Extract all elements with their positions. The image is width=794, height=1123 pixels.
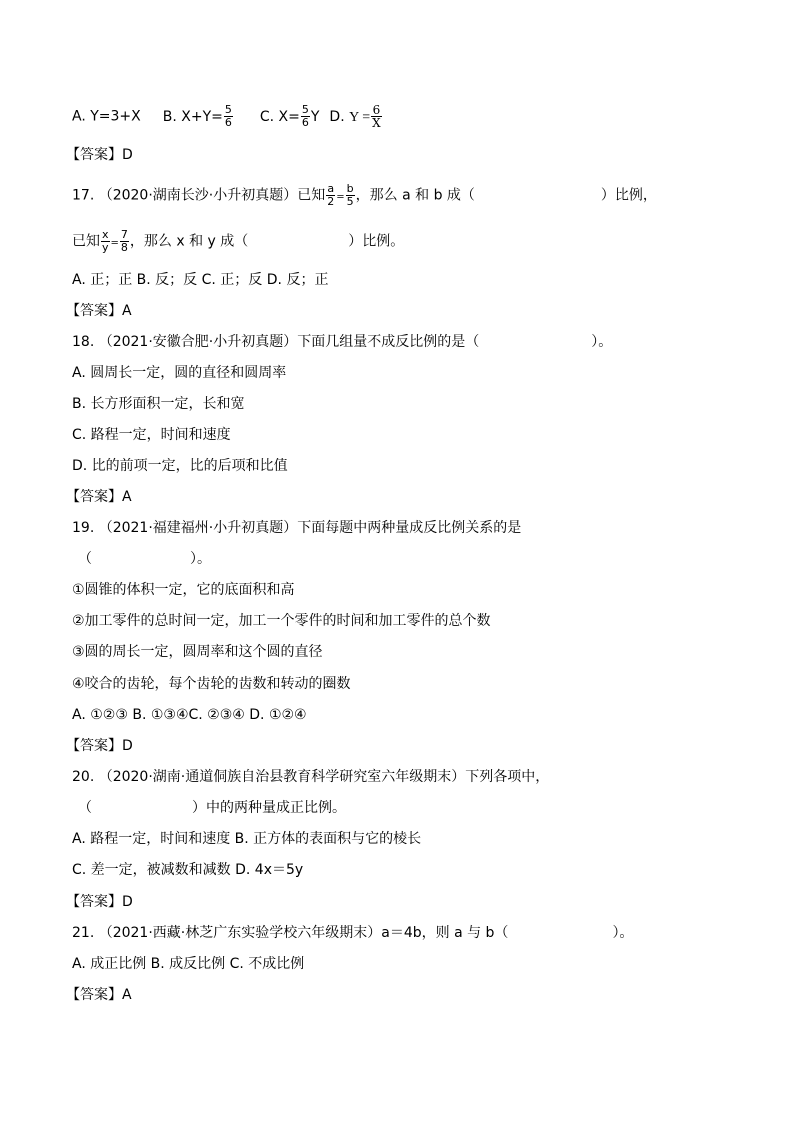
- q20-options-line2: C. 差一定，被减数和减数 D. 4x＝5y: [72, 862, 304, 878]
- q16-option-c: C. X= $\frac{5}{6}$ Y: [259, 103, 320, 129]
- q16-options: [72, 104, 383, 129]
- q19-answer: 【答案】D: [66, 738, 133, 754]
- q16-option-d: D. Y = $\frac{6}{X}$: [329, 103, 381, 130]
- q19-stem: 19. （2021·福建福州·小升初真题）下面每题中两种量成反比例关系的是: [72, 520, 522, 536]
- q16-option-b: B. X+Y= $\frac{5}{6}$: [162, 103, 232, 129]
- q17-stem: 17. （2020·湖南长沙·小升初真题）已知 $\frac{a}{2}$ = $\frac{b}{5}$ ，那么 a 和 b 成（ ）比例，: [72, 182, 657, 208]
- q19-item-3: ③圆的周长一定，圆周率和这个圆的直径: [72, 644, 323, 660]
- q18-option-a: A. 圆周长一定，圆的直径和圆周率: [72, 365, 287, 381]
- fraction: $\frac{a}{2}$: [327, 182, 335, 208]
- q18-stem: 18. （2021·安徽合肥·小升初真题）下面几组量不成反比例的是（ ）。: [72, 334, 613, 350]
- q18-option-c: C. 路程一定，时间和速度: [72, 427, 231, 443]
- fraction: $\frac{6}{X}$: [372, 103, 381, 130]
- q18-answer: 【答案】A: [66, 489, 132, 505]
- q18-option-d: D. 比的前项一定，比的后项和比值: [72, 458, 288, 474]
- q16-option-a: A. Y=3+X: [72, 108, 141, 125]
- q21-answer: 【答案】A: [66, 987, 132, 1003]
- q19-item-1: ①圆锥的体积一定，它的底面积和高: [72, 582, 295, 598]
- q19-blank-line: （ ）。: [78, 551, 211, 567]
- q19-item-4: ④咬合的齿轮，每个齿轮的齿数和转动的圈数: [72, 676, 351, 692]
- fraction: $\frac{b}{5}$: [346, 182, 354, 208]
- q17-stem-line2: 已知 $\frac{x}{y}$ = $\frac{7}{8}$ ，那么 x 和 y 成（ ）比例。: [72, 228, 405, 254]
- q19-options: A. ①②③ B. ①③④C. ②③④ D. ①②④: [72, 707, 307, 723]
- q20-blank-line: （ ）中的两种量成正比例。: [78, 800, 346, 816]
- q21-stem: 21. （2021·西藏·林芝广东实验学校六年级期末）a＝4b，则 a 与 b（ ）。: [72, 925, 634, 941]
- q18-option-b: B. 长方形面积一定，长和宽: [72, 396, 245, 412]
- q17-options: A. 正；正 B. 反；反 C. 正；反 D. 反；正: [72, 272, 329, 288]
- fraction: $\frac{5}{6}$: [224, 103, 232, 129]
- q20-stem: 20. （2020·湖南·通道侗族自治县教育科学研究室六年级期末）下列各项中，: [72, 769, 550, 785]
- fraction: $\frac{x}{y}$: [102, 228, 109, 254]
- q16-answer: 【答案】D: [66, 147, 133, 163]
- fraction: $\frac{5}{6}$: [301, 103, 309, 129]
- fraction: $\frac{7}{8}$: [120, 228, 128, 254]
- q19-item-2: ②加工零件的总时间一定，加工一个零件的时间和加工零件的总个数: [72, 613, 491, 629]
- q20-answer: 【答案】D: [66, 894, 133, 910]
- q21-options: A. 成正比例 B. 成反比例 C. 不成比例: [72, 956, 305, 972]
- q20-options-line1: A. 路程一定，时间和速度 B. 正方体的表面积与它的棱长: [72, 831, 422, 847]
- q17-answer: 【答案】A: [66, 303, 132, 319]
